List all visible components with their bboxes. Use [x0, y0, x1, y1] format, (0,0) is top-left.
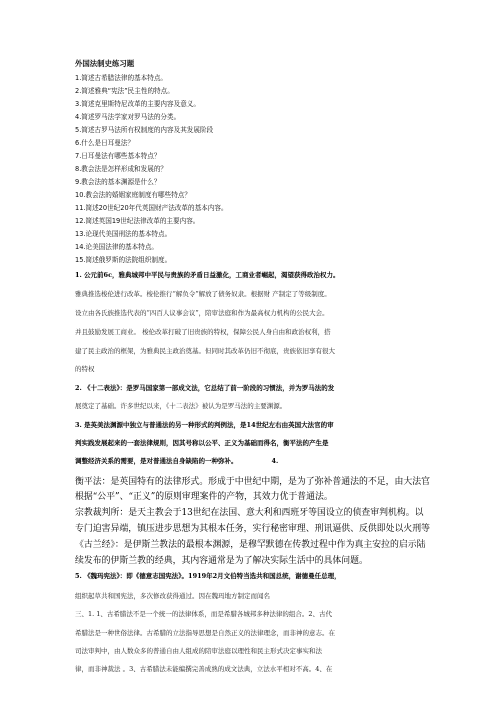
answer-line [75, 383, 334, 392]
question-item: 7.日耳曼法有哪些基本特点？ [75, 152, 161, 160]
answer-number-annotation: 4. [271, 457, 279, 465]
answer-line-text: 设立由各氏族推选代表的“四百人议事会议”，陪审法庭和作为最高权力机构的公民大会。 [75, 309, 329, 317]
answer-line-text: 律，而非神裁法 。3、古希腊法未能编撰完善成熟的成文法典，立法水平相对不高。4、在 [75, 665, 333, 673]
answer-line [75, 537, 426, 550]
answer-line-text: 的特权 [75, 365, 95, 373]
answer-line-text: 组织起草共和国宪法，多次修改获得通过。因在魏玛地方制定而闻名 [75, 592, 270, 600]
answer-line [75, 646, 322, 655]
answer-line [75, 270, 340, 279]
question-item: 9.教会法的基本渊源是什么？ [75, 178, 161, 186]
answer-line [75, 521, 430, 534]
answer-line-text: 建了民主政治的框架，为雅典民主政治奠基。但同时其改革仍旧不彻底，贵族依旧享有很大 [75, 347, 335, 355]
answer-line-text: 展奠定了基础。许多世纪以来，《十二表法》被认为是罗马法的主要渊源。 [75, 402, 287, 410]
answer-line-text: 司法审判中，由人数众多的普通自由人组成的陪审法庭以理性和民主形式决定事实和法 [75, 647, 322, 655]
question-item: 3.简述克里斯特尼改革的主要内容及意义。 [75, 100, 200, 108]
document-title: 外国法制史练习题 [75, 59, 135, 68]
answer-line [75, 456, 278, 465]
answer-line-text: 《古兰经》：是伊斯兰教法的最根本渊源，是穆罕默德在传教过程中作为真主安拉的启示陆 [75, 540, 426, 550]
question-item: 6.什么是日耳曼法？ [75, 139, 135, 147]
question-item: 10.教会法的婚姻家庭制度有哪些特点？ [75, 191, 191, 199]
question-item: 11.简述20世纪20年代英国财产法改革的基本内容。 [75, 204, 228, 212]
answer-line [75, 420, 334, 429]
question-item: 13.论现代美国刑法的基本特点。 [75, 230, 172, 238]
question-item: 14.论美国法律的基本特点。 [75, 243, 159, 251]
answer-line-text: 调整经济关系的需要，是对普通法自身缺陷的一种弥补。 [75, 457, 238, 465]
answer-line-text: 希腊法是一种世俗法律。古希腊的立法指导思想是自然正义的法律理念，而非神的意志。在 [75, 629, 335, 637]
answer-line [75, 664, 332, 673]
answer-line [75, 401, 286, 410]
answer-line [75, 571, 341, 580]
answer-line [75, 591, 270, 600]
question-item: 1.简述古希腊法律的基本特点。 [75, 74, 168, 82]
answer-line [75, 474, 430, 487]
answer-line [75, 438, 329, 447]
answer-line [75, 553, 368, 566]
question-item: 2.简述雅典“宪法”民主性的特点。 [75, 87, 174, 95]
question-item: 15.简述俄罗斯的法院组织制度。 [75, 256, 172, 264]
answer-line [75, 609, 332, 618]
question-item: 5.简述古罗马法所有权制度的内容及其发展阶段 [75, 126, 214, 134]
question-item: 12.简述英国19世纪法律改革的主要内容。 [75, 217, 200, 225]
answer-line [75, 489, 333, 502]
answer-line-text: 专门迫害异端，镇压进步思想为其根本任务，实行秘密审理、刑讯逼供、反供即处以火刑等 [75, 524, 430, 534]
answer-line-text: 衡平法：是英国特有的法律形式。形成于中世纪中期，是为了弥补普通法的不足，由大法官 [75, 477, 430, 487]
answer-line-text: 5. 《魏玛宪法》：即《德意志国宪法》。1919年2月文伯特当选共和国总统，谢德曼任总理， [75, 572, 341, 580]
answer-line-text: 判实践发展起来的一套法律规则，因其号称以公平、正义为基础而得名，衡平法的产生是 [75, 439, 329, 447]
answer-line-text: 并且鼓励发展工商业。 梭伦改革打破了旧贵族的特权，保障公民人身自由和政治权利，搭 [75, 328, 331, 336]
answer-line-text: 雅典推选梭伦进行改革。梭伦推行“解负令”解放了债务奴隶。根据财 产制定了等级制度。 [75, 290, 331, 298]
answer-line-text: 2. 《十二表法》：是罗马国家第一部成文法，它总结了前一阶段的习惯法，并为罗马法的发 [75, 384, 335, 392]
answer-line-text: 1. 公元前6c，雅典城邦中平民与贵族的矛盾日益激化，工商业者崛起，渴望获得政治权力。 [75, 271, 340, 279]
answer-line-text: 3. 是英美法渊源中独立与普通法的另一种形式的判例法，是14世纪左右由英国大法官的审 [75, 421, 334, 429]
answer-line [75, 327, 331, 336]
answer-line [75, 364, 95, 373]
question-item: 4.简述罗马法学家对罗马法的分类。 [75, 113, 181, 121]
question-item: 8.教会法是怎样形成和发展的？ [75, 165, 168, 173]
answer-line-text: 三、1. 1、古希腊法不是一个统一的法律体系，而是希腊各城邦多种法律的组合。2、古代 [75, 610, 333, 618]
answer-line-text: 续发布的伊斯兰教的经典，其内容通常是为了解决实际生活中的具体问题。 [75, 556, 368, 566]
answer-line-text: 宗教裁判所：是天主教会于13世纪在法国、意大利和西班牙等国设立的侦查审判机构。以 [75, 508, 424, 518]
answer-line [75, 289, 331, 298]
answer-line [75, 346, 335, 355]
answer-line [75, 505, 424, 518]
answer-line [75, 308, 329, 317]
answer-line [75, 628, 335, 637]
answer-line-text: 根据“公平”、“正义”的原则审理案件的产物，其效力优于普通法。 [75, 492, 333, 502]
